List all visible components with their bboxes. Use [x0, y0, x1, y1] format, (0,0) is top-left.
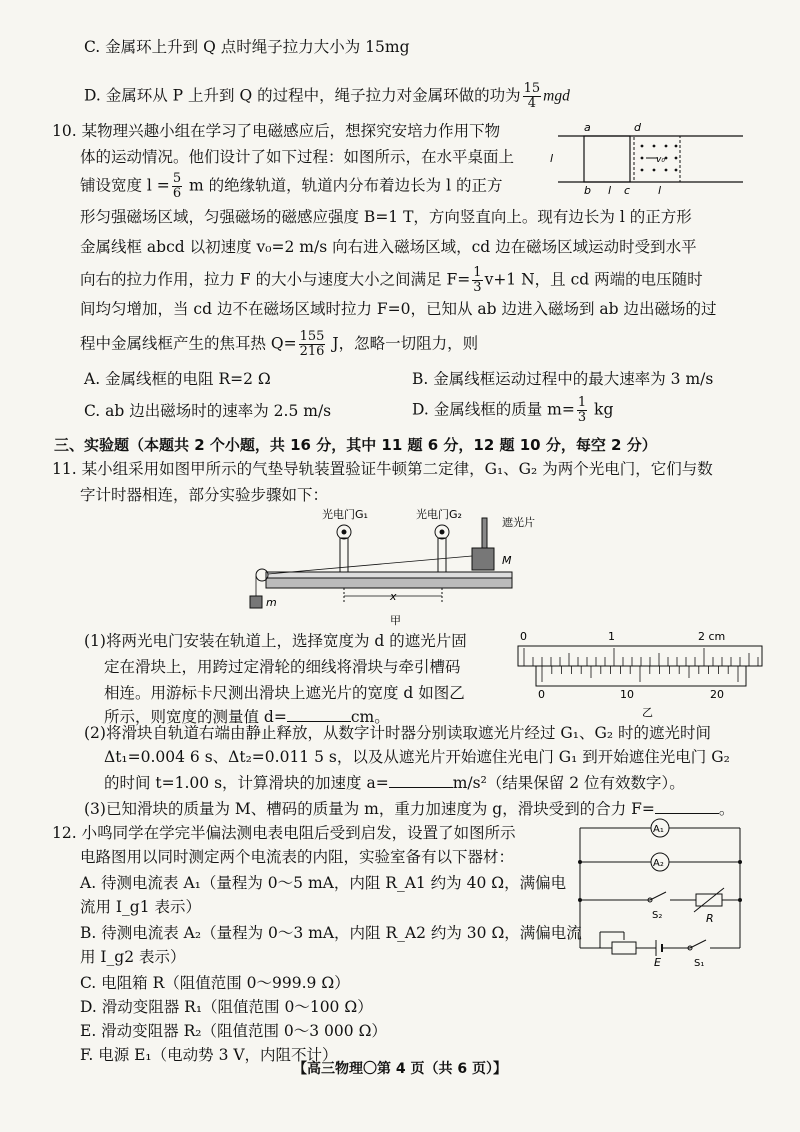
q12-item-b2: 用 I_g2 表示）	[80, 948, 186, 966]
switch-s1-label: S₁	[694, 958, 705, 968]
label-l-left: l	[550, 152, 554, 165]
q12-item-a2: 流用 I_g1 表示）	[80, 898, 202, 916]
q10-option-c: C. ab 边出磁场时的速率为 2.5 m/s	[84, 402, 332, 420]
fraction: $\frac{15}{4}$	[523, 81, 541, 111]
vernier-10: 10	[620, 688, 634, 701]
q11-step1-l4: 所示，则宽度的测量值 d= cm。	[104, 708, 390, 726]
q9-option-c: C. 金属环上升到 Q 点时绳子拉力大小为 15mg	[84, 38, 410, 56]
ammeter-a1-label: A₁	[653, 824, 664, 835]
magnetic-field-figure	[548, 118, 748, 202]
q10-line2: 体的运动情况。他们设计了如下过程：如图所示，在水平桌面上	[80, 148, 515, 166]
slider-block	[472, 548, 494, 570]
q10-option-a: A. 金属线框的电阻 R=2 Ω	[84, 370, 271, 388]
v0-label: v₀	[656, 155, 665, 165]
x-label: x	[390, 590, 397, 603]
ammeter-a2-label: A₂	[653, 858, 664, 869]
circuit-diagram	[570, 818, 750, 968]
q11-step2-l2: Δt₁=0.004 6 s、Δt₂=0.011 5 s，以及从遮光片开始遮住光电门 G₁ 到开始遮住光电门 G₂	[104, 748, 730, 766]
q11-step2-l1: (2)将滑块自轨道右端由静止释放，从数字计时器分别读取遮光片经过 G₁、G₂ 时的遮光时间	[84, 724, 712, 742]
q11-step2-l3: 的时间 t=1.00 s，计算滑块的加速度 a= m/s²（结果保留 2 位有效数字）。	[104, 774, 685, 792]
source-e-label: E	[654, 956, 661, 968]
q11-line1: 11. 某小组采用如图甲所示的气垫导轨装置验证牛顿第二定律，G₁、G₂ 为两个光电门，它们与数	[52, 460, 713, 478]
q10-line3: 铺设宽度 l = $\frac{5}{6}$ m 的绝缘轨道，轨道内分布着边长为 l 的正方	[80, 171, 503, 201]
q10-option-d: D. 金属线框的质量 m= $\frac{1}{3}$ kg	[412, 395, 614, 425]
q10-line8: 程中金属线框产生的焦耳热 Q= $\frac{155}{216}$ J，忽略一切阻力，则	[80, 329, 479, 359]
mass-m-label: m	[266, 596, 277, 609]
main-scale-2: 2 cm	[698, 630, 726, 643]
vernier-caliper-figure	[514, 626, 768, 720]
q10-line5: 金属线框 abcd 以初速度 v₀=2 m/s 向右进入磁场区域，cd 边在磁场区域运动时受到水平	[80, 238, 697, 256]
label-c: c	[624, 184, 631, 197]
q10-line1: 10. 某物理兴趣小组在学习了电磁感应后，想探究安培力作用下物	[52, 122, 501, 140]
q11-step1-l1: (1)将两光电门安装在轨道上，选择宽度为 d 的遮光片固	[84, 632, 467, 650]
q11-step1-l2: 定在滑块上，用跨过定滑轮的细线将滑块与牵引槽码	[104, 658, 461, 676]
g2-label: 光电门G₂	[416, 508, 462, 521]
q12-item-b1: B. 待测电流表 A₂（量程为 0～3 mA，内阻 R_A2 约为 30 Ω，满偏电流	[80, 924, 582, 942]
q11-line2: 字计时器相连，部分实验步骤如下：	[80, 486, 329, 504]
main-scale-1: 1	[608, 630, 615, 643]
answer-blank-a[interactable]	[389, 773, 453, 788]
wire-frame	[584, 136, 630, 182]
answer-blank-d[interactable]	[287, 707, 351, 722]
switch-s2-label: S₂	[652, 910, 663, 921]
q12-line1: 12. 小鸣同学在学完半偏法测电表电阻后受到启发，设置了如图所示	[52, 824, 516, 842]
g1-label: 光电门G₁	[322, 508, 368, 521]
section-header: 三、实验题（本题共 2 个小题，共 16 分，其中 11 题 6 分，12 题 10 分，每空 2 分）	[54, 436, 657, 454]
air-track-figure	[246, 504, 536, 630]
answer-blank-F[interactable]	[655, 799, 719, 814]
q12-line2: 电路图用以同时测定两个电流表的内阻，实验室备有以下器材：	[80, 848, 515, 866]
q11-step1-l3: 相连。用游标卡尺测出滑块上遮光片的宽度 d 如图乙	[104, 684, 465, 702]
q9-option-d: D. 金属环从 P 上升到 Q 的过程中，绳子拉力对金属环做的功为 $\frac{15}{4}$ mgd	[84, 81, 570, 111]
figure-caption-yi: 乙	[642, 706, 653, 719]
resistor-r-label: R	[706, 912, 714, 925]
main-scale-0: 0	[520, 630, 527, 643]
q12-item-e: E. 滑动变阻器 R₂（阻值范围 0～3 000 Ω）	[80, 1022, 387, 1040]
q10-line6: 向右的拉力作用，拉力 F 的大小与速度大小之间满足 F= $\frac{1}{3}$ v+1 N，且 cd 两端的电压随时	[80, 265, 703, 295]
label-l-bottom1: l	[608, 184, 612, 197]
label-d: d	[634, 121, 641, 134]
page-footer: 【高三物理〇第 4 页（共 6 页）】	[293, 1061, 507, 1077]
q11-step3: (3)已知滑块的质量为 M、槽码的质量为 m，重力加速度为 g，滑块受到的合力 F= 。	[84, 800, 735, 818]
q12-item-c: C. 电阻箱 R（阻值范围 0～999.9 Ω）	[80, 974, 350, 992]
label-b: b	[584, 184, 591, 197]
shade-label: 遮光片	[502, 516, 535, 529]
label-l-bottom2: l	[658, 184, 662, 197]
vernier-20: 20	[710, 688, 724, 701]
q12-item-f: F. 电源 E₁（电动势 3 V，内阻不计）	[80, 1046, 338, 1064]
vernier-0: 0	[538, 688, 545, 701]
q10-line7: 间均匀增加，当 cd 边不在磁场区域时拉力 F=0，已知从 ab 边进入磁场到 ab 边出磁场的过	[80, 300, 717, 318]
mass-M-label: M	[502, 554, 512, 567]
q10-line4: 形匀强磁场区域，匀强磁场的磁感应强度 B=1 T，方向竖直向上。现有边长为 l 的正方形	[80, 208, 692, 226]
q12-item-a1: A. 待测电流表 A₁（量程为 0～5 mA，内阻 R_A1 约为 40 Ω，满偏电	[80, 874, 567, 892]
q10-option-b: B. 金属线框运动过程中的最大速率为 3 m/s	[412, 370, 714, 388]
label-a: a	[584, 121, 591, 134]
figure-caption-jia: 甲	[390, 614, 401, 627]
q12-item-d: D. 滑动变阻器 R₁（阻值范围 0～100 Ω）	[80, 998, 373, 1016]
